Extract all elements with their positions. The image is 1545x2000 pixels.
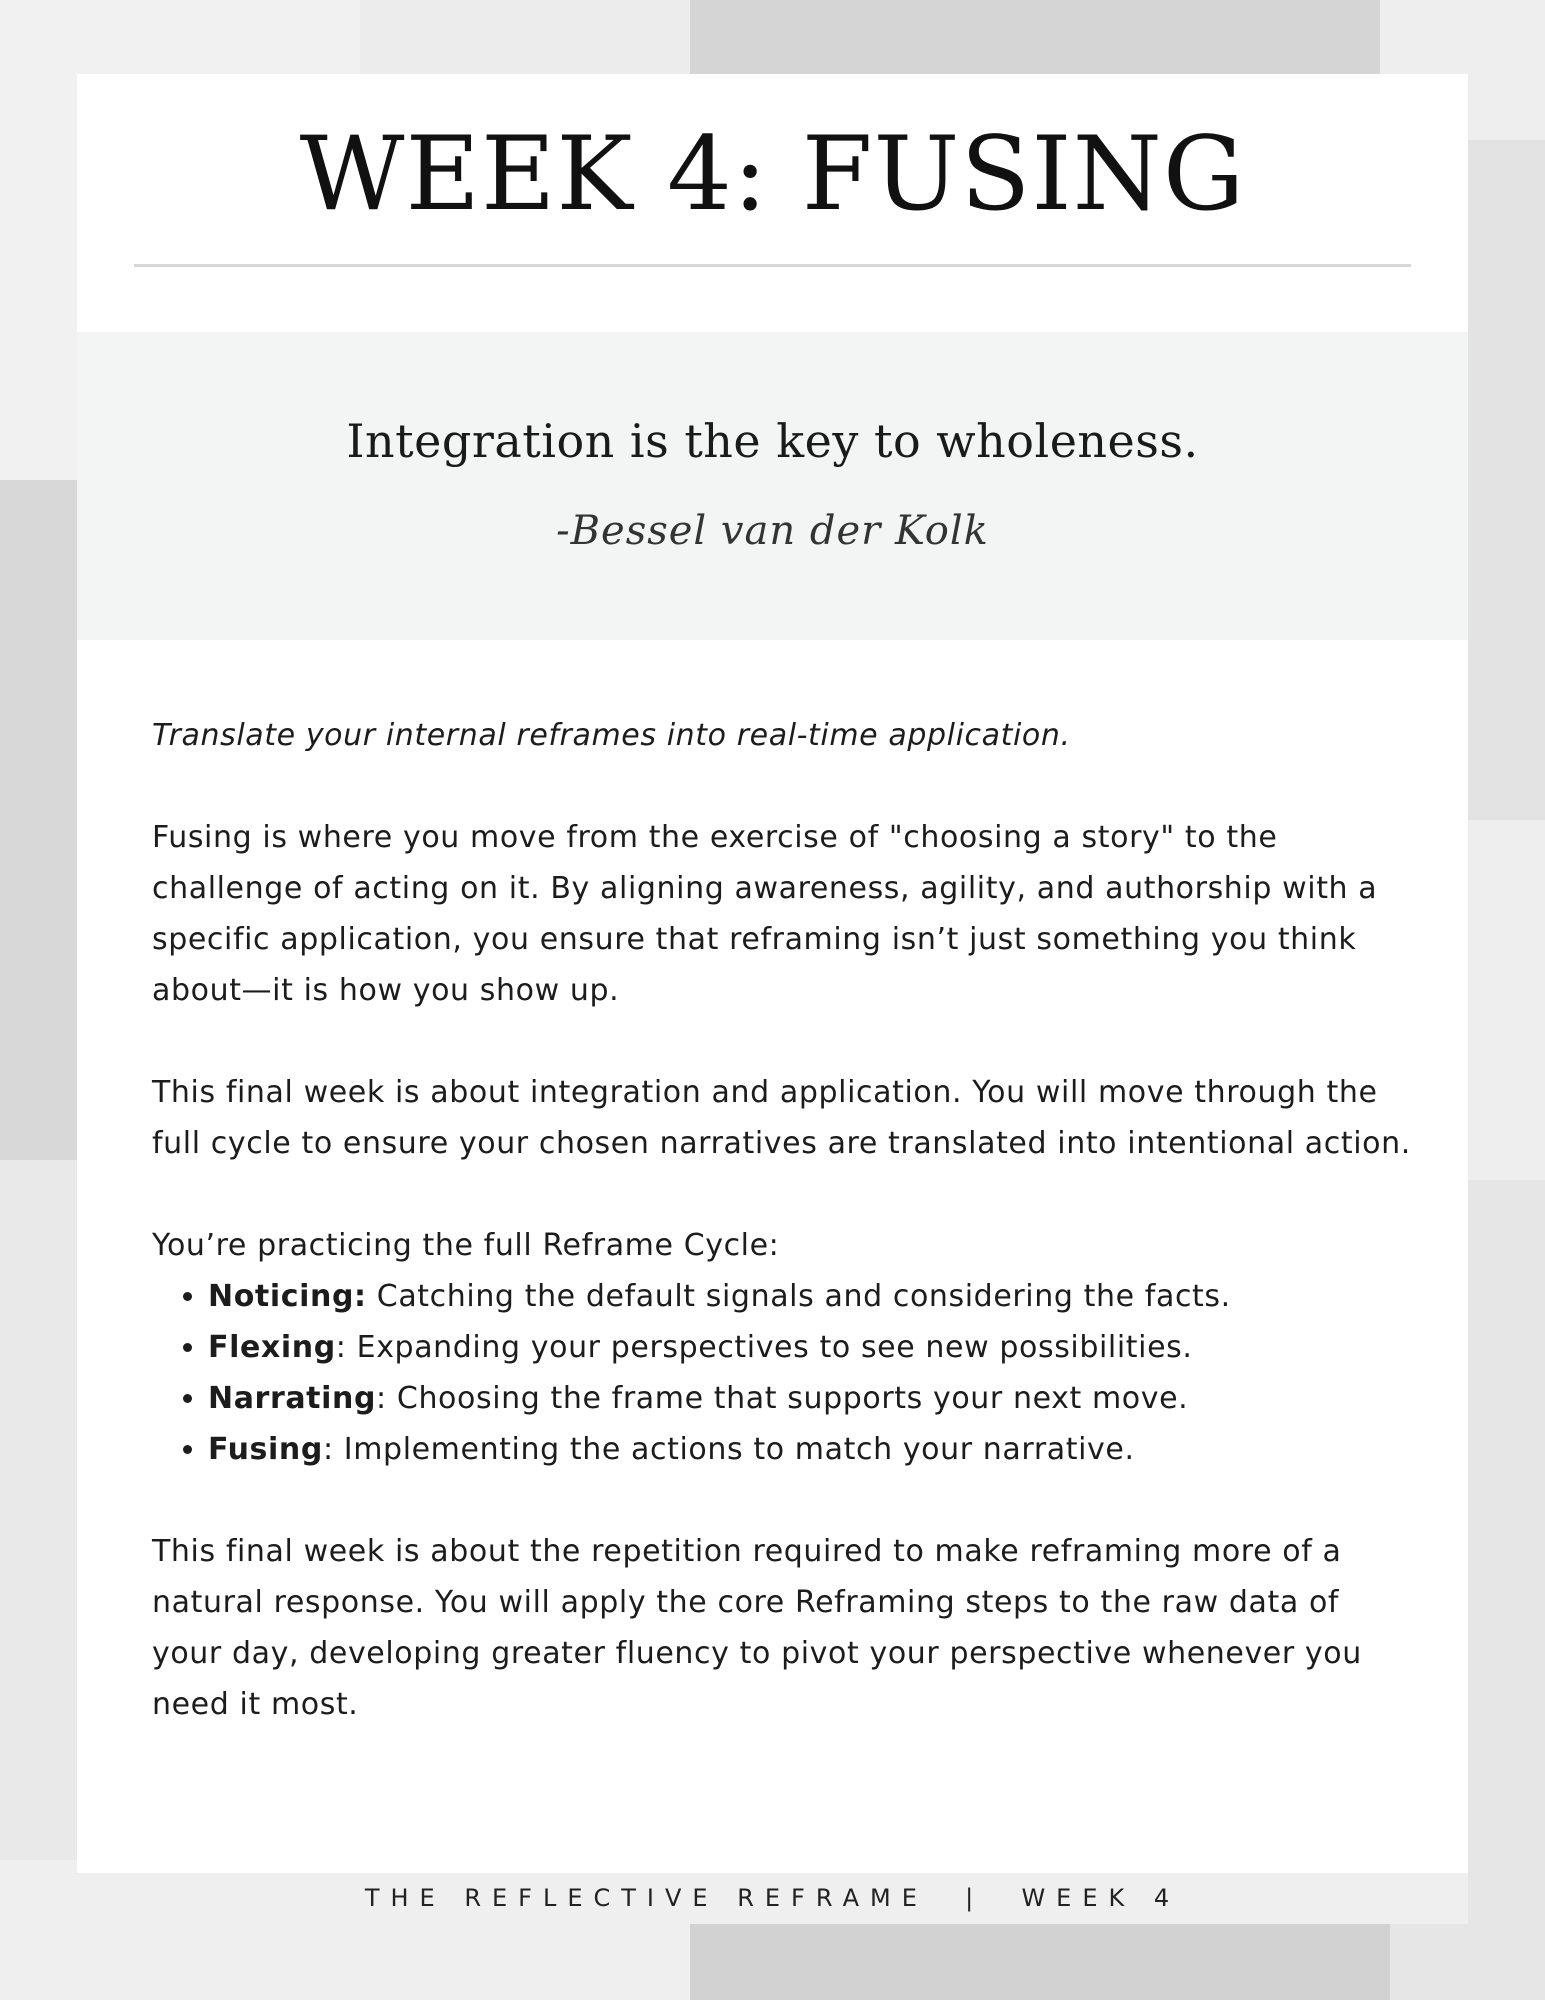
- cycle-desc: : Expanding your perspectives to see new possibilities.: [335, 1330, 1193, 1365]
- cycle-desc: Catching the default signals and considering the facts.: [366, 1279, 1231, 1314]
- quote-band: [77, 332, 1468, 640]
- page-footer: THE REFLECTIVE REFRAME | WEEK 4: [77, 1873, 1468, 1924]
- cycle-desc: : Choosing the frame that supports your next move.: [376, 1381, 1189, 1416]
- paragraph-closing: This final week is about the repetition required to make reframing more of a natural response. You will apply the core Reframing steps to the raw data of your day, developing greater fluency to pivot your perspective whenever you need it most.: [152, 1534, 1362, 1722]
- cycle-term: Flexing: [208, 1330, 336, 1365]
- quote-author-signature: -Bessel van der Kolk: [556, 508, 989, 554]
- page-card: [77, 74, 1468, 1924]
- paragraph-fusing: Fusing is where you move from the exercise of "choosing a story" to the challenge of acting on it. By aligning awareness, agility, and authorship with a specific application, you ensure that reframing isn’t just something you think about—it is how you show up.: [152, 820, 1378, 1008]
- page-title: WEEK 4: FUSING: [299, 115, 1246, 234]
- list-item: [208, 1271, 1412, 1322]
- cycle-term: Noticing:: [208, 1279, 367, 1314]
- cycle-heading: You’re practicing the full Reframe Cycle:: [152, 1228, 780, 1263]
- list-item: [208, 1322, 1412, 1373]
- paragraph-final-week: This final week is about integration and application. You will move through the full cycle to ensure your chosen narratives are translated into intentional action.: [152, 1075, 1411, 1161]
- intro-lead: Translate your internal reframes into real-time application.: [152, 718, 1071, 753]
- body-content: [152, 710, 1412, 1730]
- title-divider: [134, 264, 1411, 267]
- cycle-term: Fusing: [208, 1432, 323, 1467]
- cycle-term: Narrating: [208, 1381, 377, 1416]
- cycle-list: [152, 1271, 1412, 1475]
- list-item: [208, 1424, 1412, 1475]
- list-item: [208, 1373, 1412, 1424]
- quote-text: Integration is the key to wholeness.: [346, 414, 1199, 468]
- cycle-desc: : Implementing the actions to match your narrative.: [322, 1432, 1135, 1467]
